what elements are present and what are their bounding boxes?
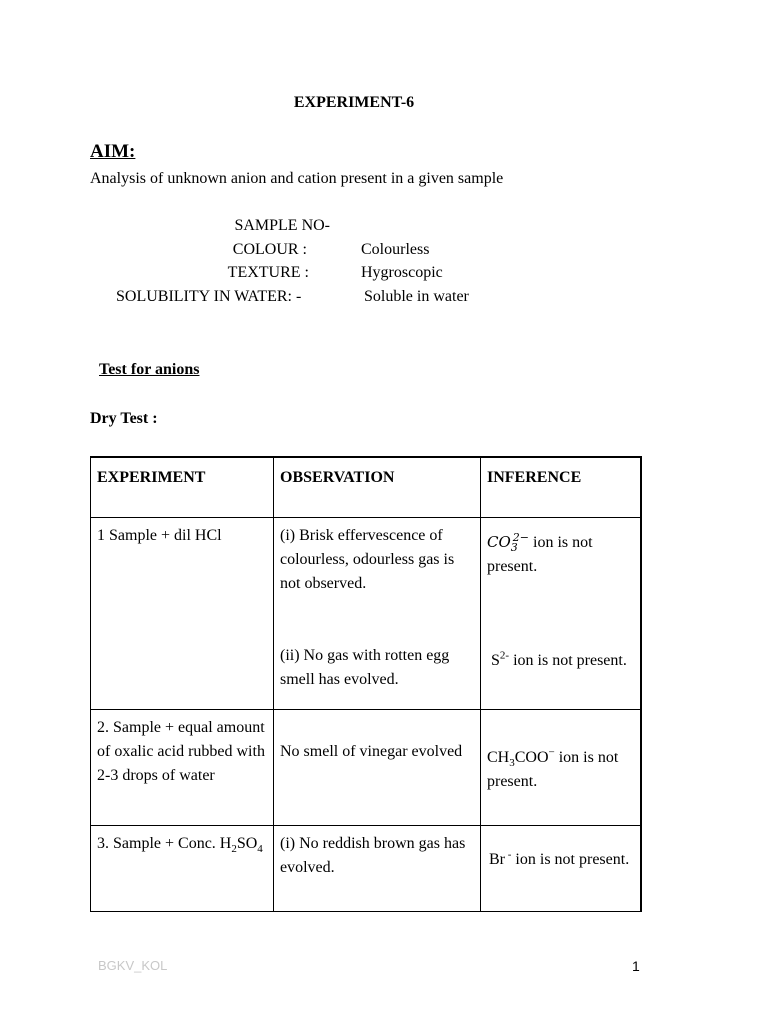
dry-test-heading: Dry Test : [90, 410, 158, 427]
table-header-row [91, 457, 641, 517]
section-heading-anions: Test for anions [99, 361, 200, 378]
experiment-text: 2. Sample + equal amount of oxalic acid rubbed with 2-3 drops of water [97, 718, 265, 784]
table-row [91, 517, 641, 709]
header-observation: OBSERVATION [274, 457, 481, 517]
property-value-texture: Hygroscopic [361, 264, 443, 281]
property-label-texture: TEXTURE : [227, 264, 309, 281]
bromide-formula: Br - [489, 848, 512, 868]
inference-sulphide: $S^{2-}$ ion is not present. [491, 649, 627, 669]
footer-watermark: BGKV_KOL [98, 958, 168, 973]
inference-carbonate: $CO_3^{2-}$ ion is not present. [487, 530, 593, 575]
page-number: 1 [632, 958, 640, 974]
property-value-solubility: Soluble in water [364, 288, 469, 305]
inference-cell: $CH_3COO^-$ ion is not present. [481, 709, 641, 825]
table-row [91, 709, 641, 825]
observation-text: (i) No reddish brown gas has evolved. [280, 834, 466, 876]
observation-text: No smell of vinegar evolved [280, 742, 463, 760]
experiment-text: 1 Sample + dil HCl [97, 526, 222, 544]
observation-cell [274, 709, 481, 825]
observation-text: (ii) No gas with rotten egg smell has evolved. [280, 646, 450, 688]
table-row [91, 825, 641, 911]
page-title: EXPERIMENT-6 [293, 94, 415, 111]
experiment-cell [91, 517, 274, 709]
inference-cell [481, 517, 641, 709]
experiment-text: 3. Sample + Conc. $H_2SO_4$ [97, 834, 263, 855]
property-value-colour: Colourless [361, 241, 430, 258]
header-experiment: EXPERIMENT [91, 457, 274, 517]
header-inference: INFERENCE [481, 457, 641, 517]
aim-text: Analysis of unknown anion and cation present in a given sample [90, 170, 504, 187]
carbonate-formula: $CO_3^{2-}$ [487, 530, 529, 554]
acetate-formula: $CH_3COO^-$ [487, 746, 555, 769]
observation-cell [274, 517, 481, 709]
inference-cell: Br - ion is not present. [481, 825, 641, 911]
experiment-cell [91, 825, 274, 911]
property-label-sample-no: SAMPLE NO- [234, 217, 330, 234]
experiment-cell [91, 709, 274, 825]
observation-cell [274, 825, 481, 911]
property-label-colour: COLOUR : [232, 241, 307, 258]
property-label-solubility: SOLUBILITY IN WATER: - [116, 288, 302, 305]
aim-heading: AIM: [90, 141, 136, 162]
observation-text: (i) Brisk effervescence of colourless, odourless gas is not observed. [280, 526, 455, 592]
anion-test-table [90, 456, 642, 912]
